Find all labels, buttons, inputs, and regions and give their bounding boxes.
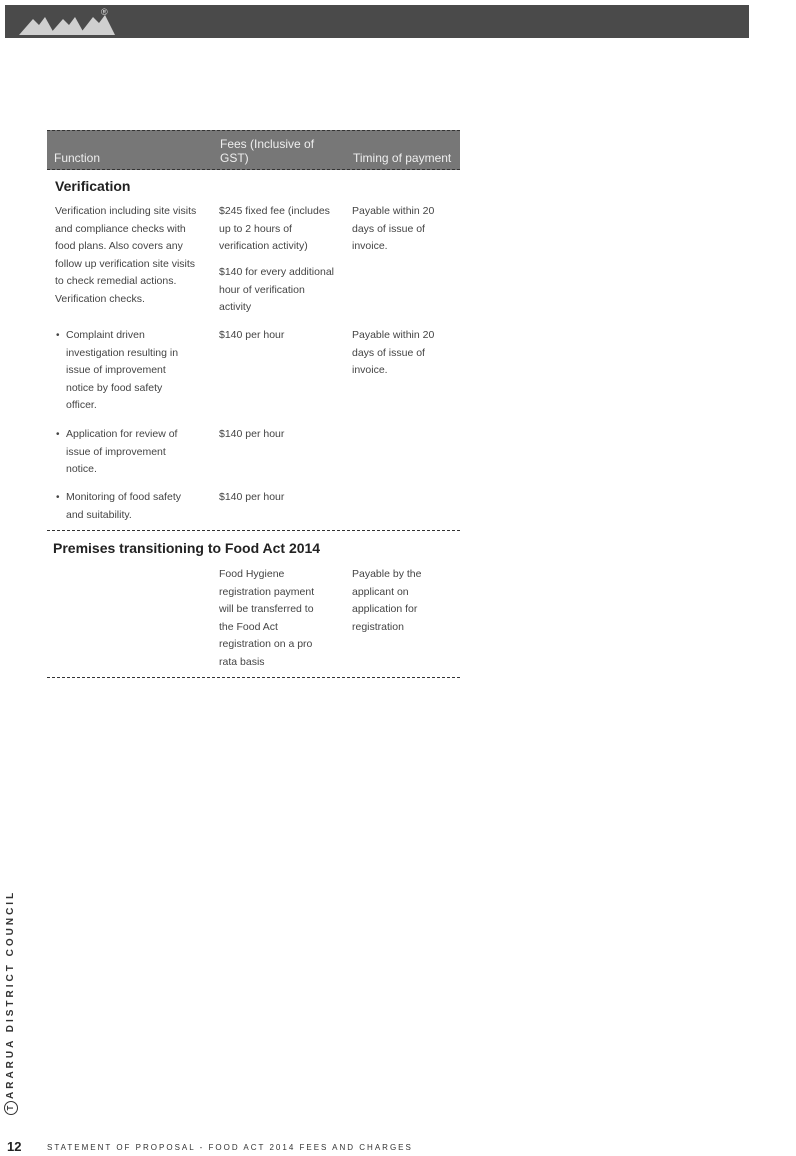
verification-fixed-fee-cell: $245 fixed fee (includes up to 2 hours of verification activity) (219, 205, 330, 252)
verification-function-cell: Verification including site visits and compliance checks with food plans. Also covers any follow up verification site visits to check remedial actions. Verification checks. (55, 205, 197, 305)
bullet: • (56, 330, 60, 341)
column-header-fees: Fees (Inclusive of GST) (220, 137, 315, 165)
review-fee-cell: $140 per hour (219, 428, 285, 440)
review-application-cell: Application for review of issue of improvement notice. (66, 428, 178, 475)
monitoring-fee-cell: $140 per hour (219, 491, 285, 503)
table-bottom-divider (47, 677, 460, 678)
bullet: • (56, 492, 60, 503)
top-banner (5, 5, 749, 38)
council-t-logo-icon: T (4, 1101, 18, 1115)
council-name-vertical (4, 890, 18, 1115)
footer-title: STATEMENT OF PROPOSAL - FOOD ACT 2014 FEES AND CHARGES (47, 1143, 413, 1152)
complaint-timing-cell: Payable within 20 days of issue of invoice. (352, 329, 435, 376)
monitoring-cell: Monitoring of food safety and suitability. (66, 491, 181, 521)
section-title-transition: Premises transitioning to Food Act 2014 (53, 540, 321, 556)
row-divider (47, 530, 460, 531)
column-header-timing: Timing of payment (353, 151, 452, 165)
verification-timing-cell: Payable within 20 days of issue of invoice. (352, 205, 435, 252)
complaint-investigation-cell: Complaint driven investigation resulting in issue of improvement notice by food safety officer. (66, 329, 179, 411)
verification-hourly-fee-cell: $140 for every additional hour of verification activity (219, 266, 334, 313)
section-title-verification: Verification (55, 178, 131, 194)
column-header-function: Function (54, 151, 101, 165)
transition-fee-cell: Food Hygiene registration payment will be transferred to the Food Act registration on a pro rata basis (219, 568, 315, 668)
table-header (47, 130, 460, 170)
bullet: • (56, 429, 60, 440)
council-name: ARARUA DISTRICT COUNCIL (5, 889, 16, 1099)
registered-mark: ® (101, 7, 108, 17)
transition-timing-cell: Payable by the applicant on application for registration (352, 568, 422, 633)
page-number: 12 (7, 1139, 22, 1154)
complaint-fee-cell: $140 per hour (219, 329, 285, 341)
